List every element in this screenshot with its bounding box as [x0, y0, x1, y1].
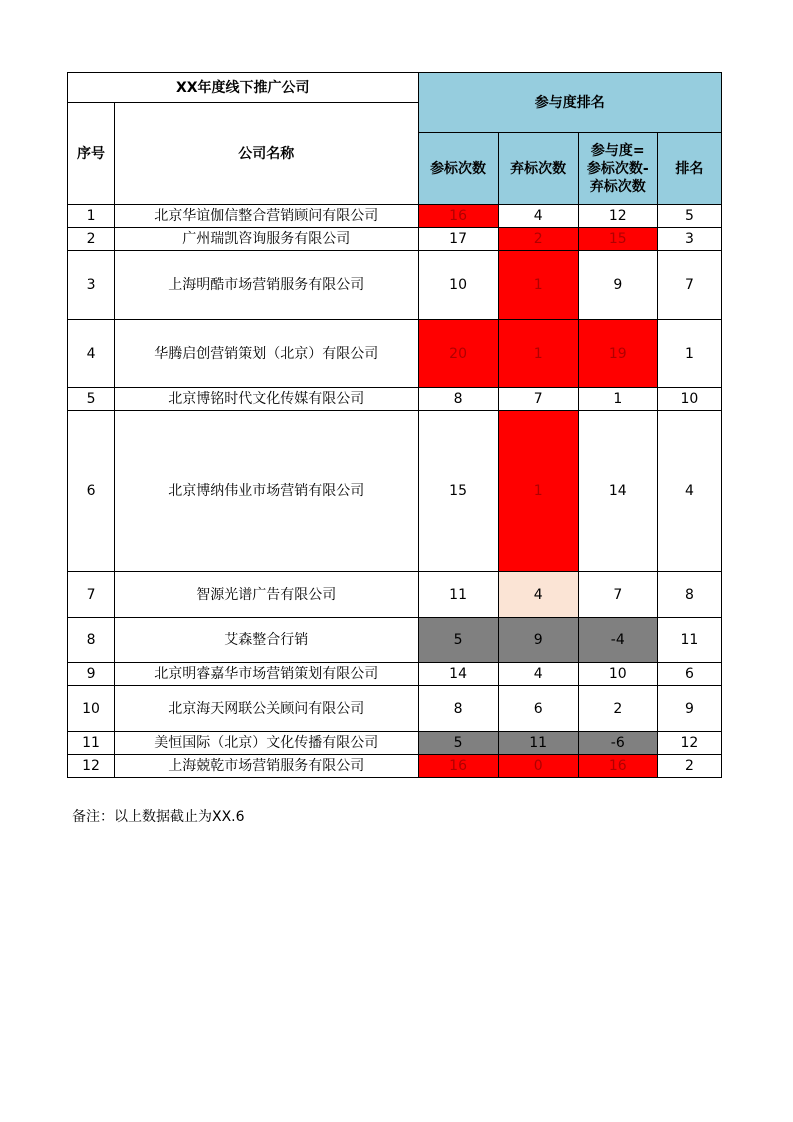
cell-company: 美恒国际（北京）文化传播有限公司: [115, 732, 418, 755]
cell-drop: 1: [498, 320, 578, 388]
col-header-participation: [578, 133, 657, 205]
cell-rank: 2: [657, 755, 721, 778]
cell-rank: 4: [657, 411, 721, 572]
cell-drop: 2: [498, 228, 578, 251]
table-row: [68, 251, 722, 320]
cell-participation: 9: [578, 251, 657, 320]
cell-participation: 7: [578, 572, 657, 618]
cell-rank: 11: [657, 618, 721, 663]
cell-bid: 15: [418, 411, 498, 572]
cell-rank: 10: [657, 388, 721, 411]
participation-header-line3: 弃标次数: [589, 178, 646, 195]
cell-seq: 3: [68, 251, 115, 320]
cell-rank: 8: [657, 572, 721, 618]
cell-seq: 8: [68, 618, 115, 663]
cell-company: 智源光谱广告有限公司: [115, 572, 418, 618]
table-row: [68, 755, 722, 778]
cell-participation: 14: [578, 411, 657, 572]
cell-company: 上海明酷市场营销服务有限公司: [115, 251, 418, 320]
cell-drop: 1: [498, 251, 578, 320]
table-row: [68, 732, 722, 755]
cell-company: 北京博铭时代文化传媒有限公司: [115, 388, 418, 411]
cell-bid: 11: [418, 572, 498, 618]
sheet-title: XX年度线下推广公司: [68, 73, 419, 103]
table-row: [68, 663, 722, 686]
col-header-drop: 弃标次数: [498, 133, 578, 205]
cell-company: 北京博纳伟业市场营销有限公司: [115, 411, 418, 572]
cell-seq: 12: [68, 755, 115, 778]
cell-company: 华腾启创营销策划（北京）有限公司: [115, 320, 418, 388]
cell-bid: 5: [418, 732, 498, 755]
cell-company: 广州瑞凯咨询服务有限公司: [115, 228, 418, 251]
cell-seq: 9: [68, 663, 115, 686]
table-row: [68, 572, 722, 618]
cell-bid: 10: [418, 251, 498, 320]
cell-seq: 4: [68, 320, 115, 388]
cell-rank: 5: [657, 205, 721, 228]
cell-bid: 8: [418, 388, 498, 411]
cell-drop: 7: [498, 388, 578, 411]
cell-bid: 14: [418, 663, 498, 686]
cell-bid: 5: [418, 618, 498, 663]
table-row: [68, 228, 722, 251]
cell-company: 北京明睿嘉华市场营销策划有限公司: [115, 663, 418, 686]
cell-company: 北京海天网联公关顾问有限公司: [115, 686, 418, 732]
col-header-name: 公司名称: [115, 103, 418, 205]
table-row: [68, 320, 722, 388]
cell-bid: 16: [418, 755, 498, 778]
cell-participation: 10: [578, 663, 657, 686]
cell-drop: 9: [498, 618, 578, 663]
cell-participation: 12: [578, 205, 657, 228]
rank-section-title: 参与度排名: [418, 73, 721, 133]
table-row: [68, 618, 722, 663]
cell-company: 北京华谊伽信整合营销顾问有限公司: [115, 205, 418, 228]
cell-company: 艾森整合行销: [115, 618, 418, 663]
participation-header-line2: 参标次数-: [586, 160, 649, 177]
cell-bid: 17: [418, 228, 498, 251]
cell-drop: 4: [498, 663, 578, 686]
cell-drop: 1: [498, 411, 578, 572]
cell-seq: 2: [68, 228, 115, 251]
cell-drop: 6: [498, 686, 578, 732]
table-row: [68, 411, 722, 572]
cell-participation: -4: [578, 618, 657, 663]
ranking-table: [67, 72, 722, 778]
cell-participation: -6: [578, 732, 657, 755]
cell-drop: 4: [498, 205, 578, 228]
cell-seq: 5: [68, 388, 115, 411]
cell-rank: 6: [657, 663, 721, 686]
cell-rank: 7: [657, 251, 721, 320]
cell-seq: 10: [68, 686, 115, 732]
cell-rank: 9: [657, 686, 721, 732]
table-row: [68, 388, 722, 411]
col-header-rank: 排名: [657, 133, 721, 205]
cell-seq: 1: [68, 205, 115, 228]
cell-bid: 8: [418, 686, 498, 732]
col-header-seq: 序号: [68, 103, 115, 205]
cell-drop: 4: [498, 572, 578, 618]
table-row: [68, 686, 722, 732]
cell-seq: 6: [68, 411, 115, 572]
participation-header-line1: 参与度=: [590, 142, 645, 159]
cell-participation: 2: [578, 686, 657, 732]
cell-drop: 11: [498, 732, 578, 755]
col-header-bid: 参标次数: [418, 133, 498, 205]
cell-seq: 11: [68, 732, 115, 755]
footnote: 备注：以上数据截止为XX.6: [72, 809, 245, 825]
cell-participation: 15: [578, 228, 657, 251]
cell-drop: 0: [498, 755, 578, 778]
cell-participation: 16: [578, 755, 657, 778]
cell-bid: 20: [418, 320, 498, 388]
cell-seq: 7: [68, 572, 115, 618]
cell-rank: 12: [657, 732, 721, 755]
cell-participation: 1: [578, 388, 657, 411]
cell-company: 上海兢乾市场营销服务有限公司: [115, 755, 418, 778]
cell-bid: 16: [418, 205, 498, 228]
table-row: [68, 205, 722, 228]
cell-participation: 19: [578, 320, 657, 388]
cell-rank: 1: [657, 320, 721, 388]
cell-rank: 3: [657, 228, 721, 251]
